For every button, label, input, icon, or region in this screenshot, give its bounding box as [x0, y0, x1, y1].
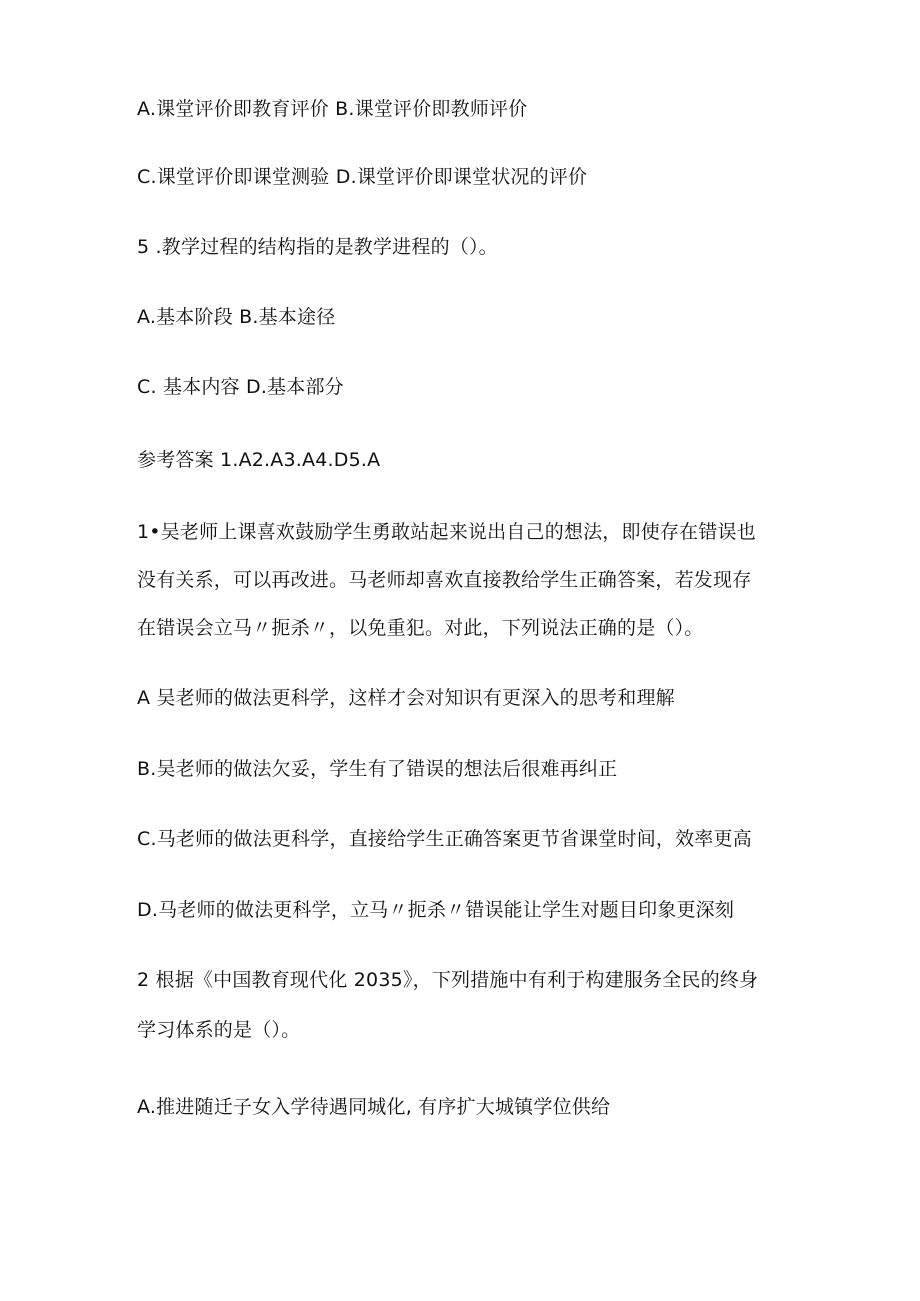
question-1-option-b: B.吴老师的做法欠妥，学生有了错误的想法后很难再纠正: [137, 758, 618, 780]
question-2-stem-line-1: 2 根据《中国教育现代化 2035》，下列措施中有利于构建服务全民的终身: [137, 969, 759, 991]
question-1-option-a: A 吴老师的做法更科学，这样才会对知识有更深入的思考和理解: [137, 687, 675, 709]
question-2-stem-line-2: 学习体系的是（）。: [137, 1019, 301, 1041]
question-1-stem-line-1: 1•吴老师上课喜欢鼓励学生勇敢站起来说出自己的想法，即使存在错误也: [137, 521, 756, 543]
option-line-cd-q5: C. 基本内容 D.基本部分: [137, 376, 344, 398]
option-line-ab-q4: A.课堂评价即教育评价 B.课堂评价即教师评价: [137, 98, 528, 120]
question-1-stem-line-3: 在错误会立马〃扼杀〃，以免重犯。对此，下列说法正确的是（）。: [137, 617, 704, 639]
question-1-option-c: C.马老师的做法更科学，直接给学生正确答案更节省课堂时间，效率更高: [137, 828, 752, 850]
option-line-ab-q5: A.基本阶段 B.基本途径: [137, 306, 336, 328]
question-1-stem-line-2: 没有关系，可以再改进。马老师却喜欢直接教给学生正确答案，若发现存: [137, 569, 752, 591]
question-2-option-a: A.推进随迁子女入学待遇同城化, 有序扩大城镇学位供给: [137, 1096, 611, 1118]
option-line-cd-q4: C.课堂评价即课堂测验 D.课堂评价即课堂状况的评价: [137, 166, 588, 188]
question-5-stem: 5 .教学过程的结构指的是教学进程的（）。: [137, 236, 498, 258]
answer-key: 参考答案 1.A2.A3.A4.D5.A: [137, 449, 381, 471]
question-1-option-d: D.马老师的做法更科学，立马〃扼杀〃错误能让学生对题目印象更深刻: [137, 899, 735, 921]
